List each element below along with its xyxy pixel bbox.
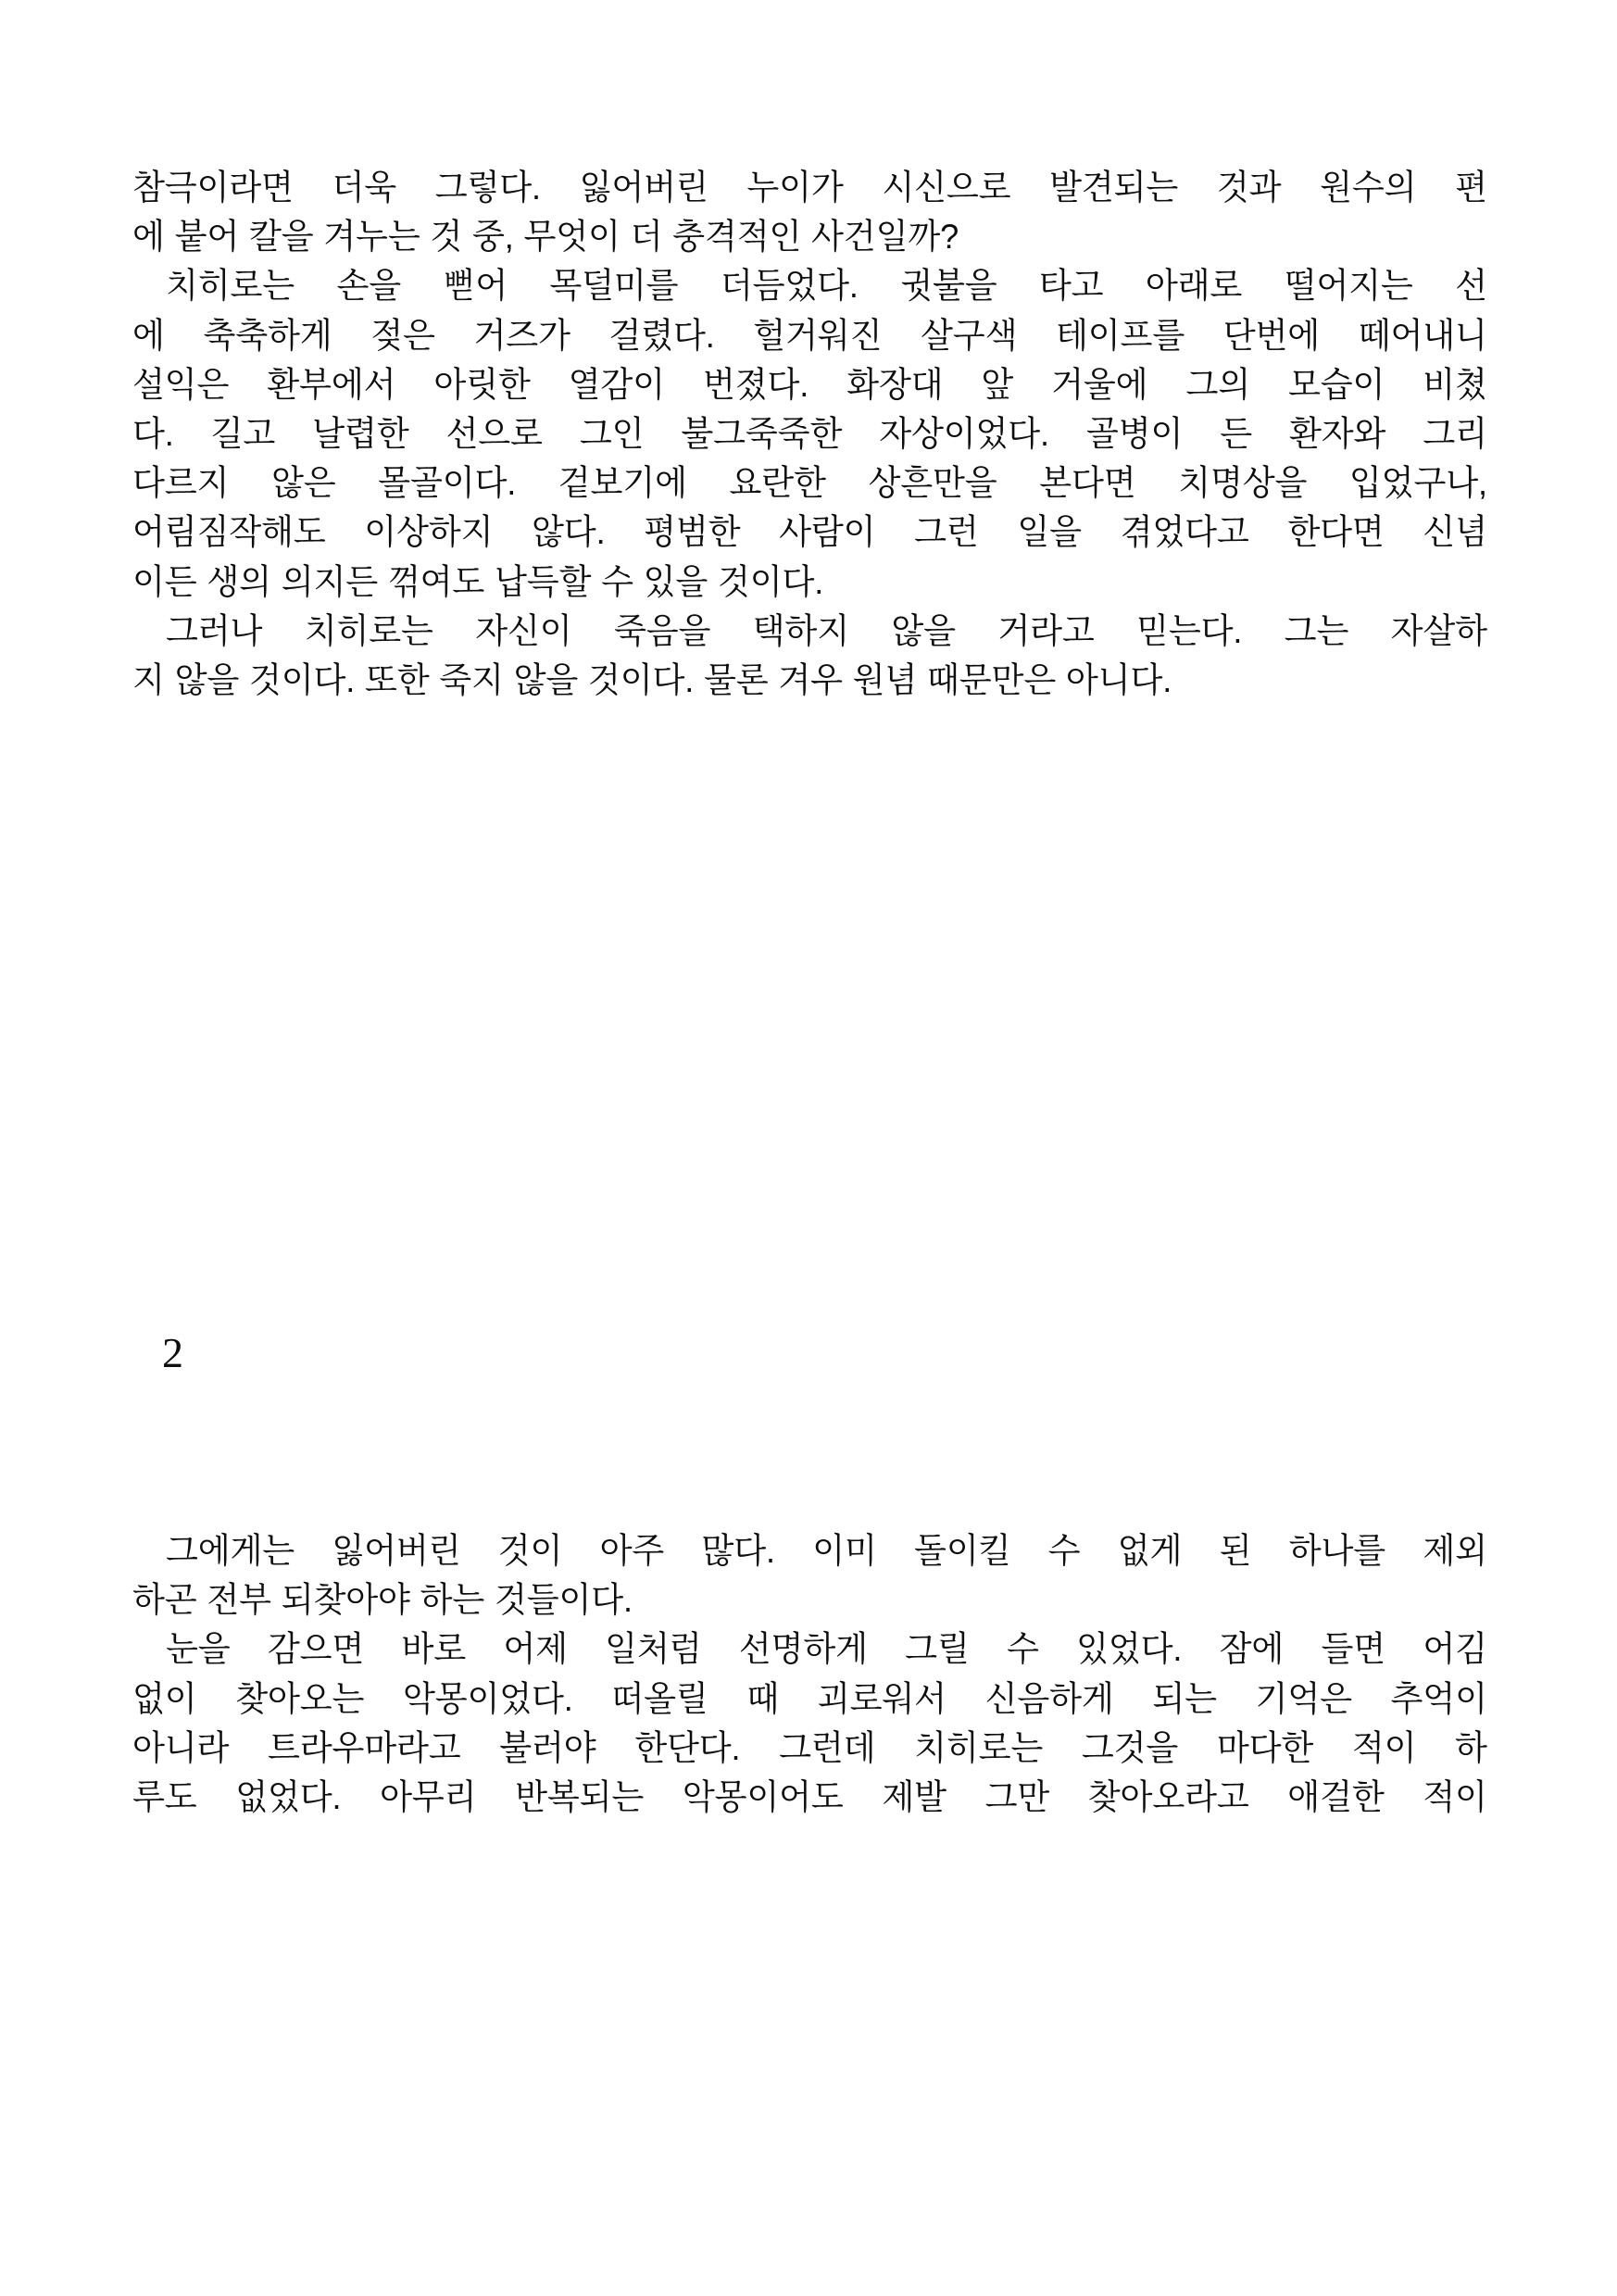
text-token: 골병이 (1085, 413, 1184, 453)
text-token: 더욱 (332, 168, 397, 207)
text-token: 그인 (579, 413, 645, 453)
paragraph-1 (132, 163, 1487, 261)
section-number: 2 (162, 1329, 183, 1376)
text-token: 선명하게 (738, 1629, 868, 1669)
text-token: 어제 (503, 1629, 568, 1669)
text-token: 젖은 (370, 315, 435, 355)
text-token: 본다면 (1039, 463, 1136, 503)
text-token: 목덜미를 (549, 266, 679, 306)
text-token: 된 (1219, 1531, 1252, 1570)
text-token: 타고 (1038, 266, 1104, 306)
text-token: 아릿한 (433, 364, 531, 404)
text-token: 떼어내니 (1358, 315, 1487, 355)
text-token: 거울에 (1051, 364, 1148, 404)
text-token: 환자와 (1289, 413, 1386, 453)
text-token: 적이 (1423, 1776, 1487, 1816)
text-token: 때 (746, 1678, 780, 1718)
text-token: 그러나 (132, 610, 263, 650)
text-token: 몰골이다. (378, 463, 517, 503)
text-token: 애걸한 (1287, 1776, 1385, 1816)
text-token: 하 (1455, 1727, 1487, 1767)
text-token: 불그죽죽한 (681, 413, 843, 453)
text-token: 있었다. (1076, 1629, 1183, 1669)
text-token: 돌이킬 (914, 1531, 1011, 1570)
text-token: 눈을 (132, 1629, 231, 1669)
text-token: 선으로 (445, 413, 543, 453)
text-token: 반복되는 (515, 1776, 645, 1816)
text-token: 어김 (1423, 1629, 1487, 1669)
text-line: 이든 생의 의지든 꺾여도 납득할 수 있을 것이다. (132, 561, 824, 601)
text-token: 모습이 (1287, 364, 1385, 404)
text-token: 불러야 (499, 1727, 596, 1767)
text-token: 다. (132, 413, 174, 453)
text-token: 하나를 (1288, 1531, 1386, 1570)
text-line (132, 311, 1487, 360)
text-token: 입었구나, (1348, 463, 1487, 503)
text-token: 그는 (1284, 610, 1349, 650)
text-line (132, 409, 1487, 458)
text-token: 들면 (1321, 1629, 1386, 1669)
text-token: 치히로는 (132, 266, 295, 306)
text-token: 날렵한 (312, 413, 409, 453)
text-token: 수 (1007, 1629, 1039, 1669)
text-token: 일처럼 (605, 1629, 702, 1669)
text-token: 마다한 (1216, 1727, 1314, 1767)
text-token: 축축하게 (203, 315, 332, 355)
text-token: 자신이 (475, 610, 572, 650)
text-line (132, 1526, 1487, 1575)
text-token: 악몽이었다. (402, 1678, 573, 1718)
text-token: 않을 (891, 610, 956, 650)
text-line (132, 1724, 1487, 1773)
text-token: 아니라 (132, 1727, 230, 1767)
text-token: 없게 (1117, 1531, 1183, 1570)
text-token: 누이가 (746, 168, 844, 207)
text-token: 그것을 (1081, 1727, 1179, 1767)
text-token: 발견되는 (1049, 168, 1179, 207)
text-token: 상흔만을 (868, 463, 997, 503)
text-token: 찾아오라고 (1087, 1776, 1249, 1816)
text-token: 떨어지는 (1284, 266, 1413, 306)
text-line (132, 508, 1487, 557)
text-token: 자살하 (1390, 610, 1487, 650)
text-line (132, 163, 1487, 212)
paragraph-3 (132, 607, 1487, 705)
text-token: 설익은 (132, 364, 230, 404)
text-token: 치명상을 (1178, 463, 1308, 503)
text-token: 비쳤 (1423, 364, 1487, 404)
text-line (132, 1625, 1487, 1674)
text-token: 이상하지 (364, 512, 494, 552)
text-token: 살구색 (921, 315, 1018, 355)
text-token: 기억은 (1255, 1678, 1352, 1718)
text-line (132, 1675, 1487, 1724)
text-token: 시신으로 (882, 168, 1011, 207)
text-token: 헐거워진 (753, 315, 883, 355)
text-token: 찾아오는 (235, 1678, 365, 1718)
text-token: 그릴 (905, 1629, 970, 1669)
text-token: 그의 (1185, 364, 1250, 404)
text-token: 번졌다. (702, 364, 809, 404)
text-token: 거즈가 (473, 315, 570, 355)
text-token: 신념 (1423, 512, 1487, 552)
text-token: 괴로워서 (817, 1678, 946, 1718)
text-line (132, 607, 1487, 656)
text-token: 아래로 (1145, 266, 1243, 306)
text-token: 수 (1047, 1531, 1081, 1570)
text-token: 트라우마라고 (267, 1727, 461, 1767)
text-token: 일을 (1017, 512, 1082, 552)
text-token: 그에게는 (132, 1531, 295, 1570)
text-token: 자상이었다. (879, 413, 1049, 453)
text-token: 더듬었다. (720, 266, 859, 306)
text-token: 없이 (132, 1678, 197, 1718)
text-token: 이미 (812, 1531, 877, 1570)
text-token: 않은 (270, 463, 336, 503)
text-line: 지 않을 것이다. 또한 죽지 않을 것이다. 물론 겨우 원념 때문만은 아니다. (132, 659, 1172, 699)
text-token: 죽음을 (613, 610, 711, 650)
text-token: 편 (1455, 168, 1487, 207)
text-token: 잃어버린 (579, 168, 708, 207)
text-token: 믿는다. (1136, 610, 1243, 650)
text-token: 그런데 (779, 1727, 876, 1767)
text-token: 어림짐작해도 (132, 512, 326, 552)
text-token: 않다. (532, 512, 606, 552)
text-token: 손을 (336, 266, 402, 306)
text-token: 것과 (1216, 168, 1282, 207)
text-token: 환부에서 (267, 364, 396, 404)
text-token: 치히로는 (304, 610, 433, 650)
text-line: 에 붙어 칼을 겨누는 것 중, 무엇이 더 충격적인 사건일까? (132, 217, 959, 257)
text-token: 단번에 (1222, 315, 1321, 355)
text-token: 치히로는 (914, 1727, 1044, 1767)
text-token: 사람이 (779, 512, 876, 552)
text-line (132, 1773, 1487, 1822)
text-token: 것이 (497, 1531, 563, 1570)
text-token: 걸렸다. (608, 315, 715, 355)
text-token: 테이프를 (1056, 315, 1185, 355)
text-token: 적이 (1351, 1727, 1417, 1767)
text-token: 참극이라면 (132, 168, 294, 207)
text-token: 추억이 (1390, 1678, 1487, 1718)
body-text-lower (132, 1526, 1488, 1822)
text-token: 잠에 (1219, 1629, 1285, 1669)
text-line (132, 360, 1487, 409)
text-token: 잃어버린 (332, 1531, 461, 1570)
text-token: 아주 (599, 1531, 665, 1570)
text-token: 바로 (401, 1629, 467, 1669)
text-token: 그만 (984, 1776, 1050, 1816)
text-token: 열감이 (568, 364, 665, 404)
text-token: 요란한 (729, 463, 826, 503)
text-token: 되는 (1152, 1678, 1217, 1718)
text-line (132, 261, 1487, 310)
text-line: 하곤 전부 되찾아야 하는 것들이다. (132, 1580, 633, 1620)
text-token: 다르지 (132, 463, 230, 503)
text-token: 악몽이어도 (682, 1776, 844, 1816)
text-token: 그렇다. (434, 168, 541, 207)
text-token: 그런 (914, 512, 979, 552)
text-token: 택하지 (752, 610, 849, 650)
text-line (132, 458, 1487, 508)
text-token: 아무리 (380, 1776, 477, 1816)
text-token: 신음하게 (984, 1678, 1114, 1718)
text-token: 감으면 (267, 1629, 365, 1669)
text-token: 겉보기에 (558, 463, 687, 503)
text-token: 거라고 (997, 610, 1095, 650)
text-token: 루도 (132, 1776, 197, 1816)
text-token: 앞 (981, 364, 1014, 404)
text-token: 뻗어 (443, 266, 508, 306)
text-token: 화장대 (846, 364, 944, 404)
text-token: 평범한 (644, 512, 741, 552)
text-token: 에 (132, 315, 165, 355)
text-token: 한다면 (1287, 512, 1385, 552)
text-token: 든 (1220, 413, 1253, 453)
text-token: 제외 (1423, 1531, 1487, 1570)
body-text-upper (132, 163, 1488, 705)
text-token: 없었다. (235, 1776, 342, 1816)
text-token: 길고 (210, 413, 276, 453)
paragraph-2 (132, 261, 1487, 606)
text-token: 한단다. (634, 1727, 741, 1767)
paragraph-5 (132, 1625, 1487, 1822)
text-token: 떠올릴 (611, 1678, 708, 1718)
text-token: 제발 (882, 1776, 946, 1816)
text-token: 많다. (701, 1531, 775, 1570)
text-token: 원수의 (1320, 168, 1417, 207)
text-token: 겪었다고 (1120, 512, 1249, 552)
text-token: 선 (1455, 266, 1487, 306)
paragraph-4 (132, 1526, 1487, 1625)
text-token: 그리 (1423, 413, 1487, 453)
text-token: 귓불을 (900, 266, 997, 306)
